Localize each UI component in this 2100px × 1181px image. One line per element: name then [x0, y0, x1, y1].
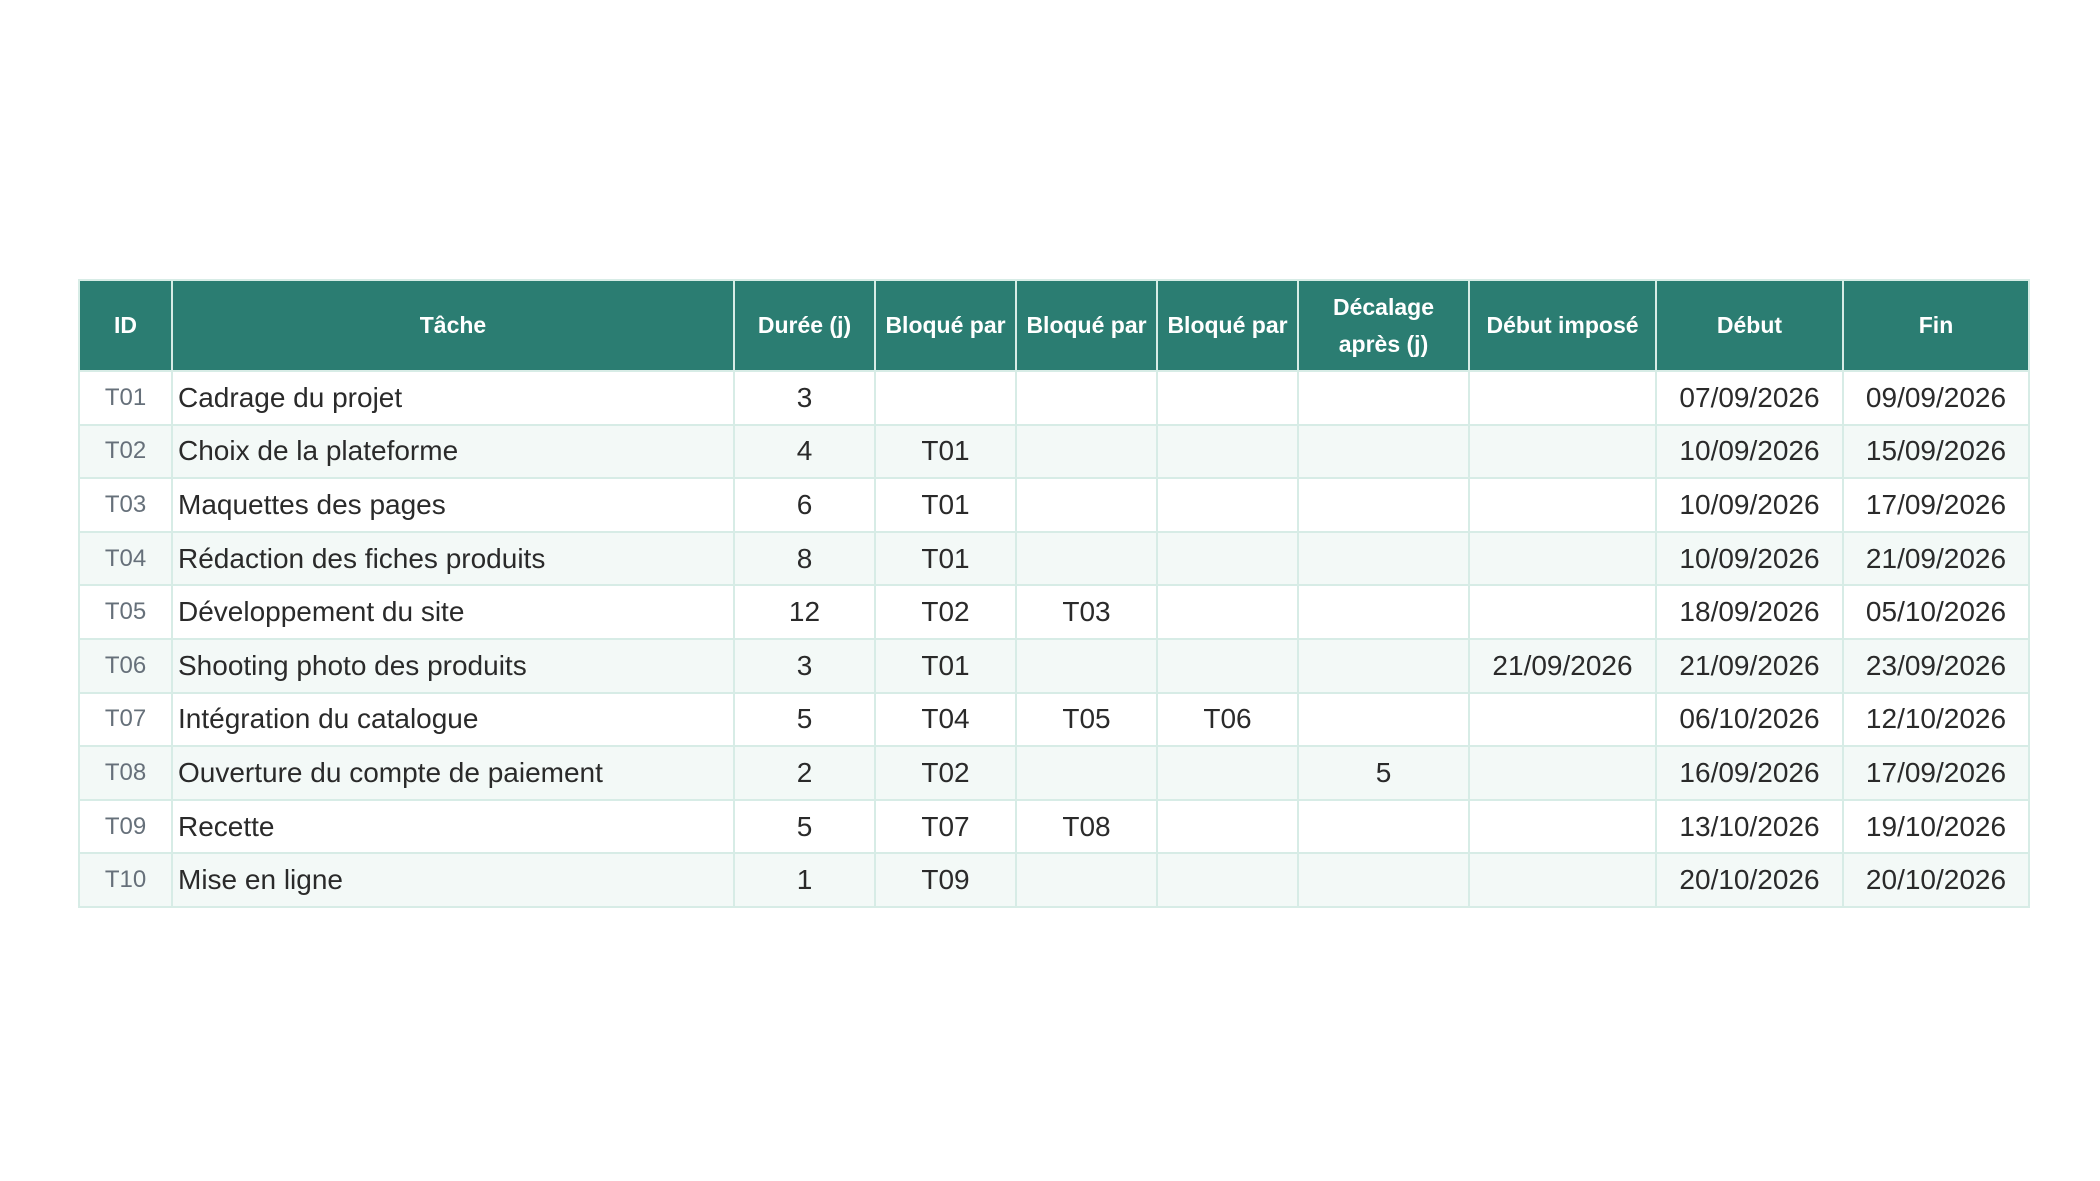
table-row: [79, 800, 2029, 854]
cell-offset: [1298, 853, 1469, 907]
cell-end: 05/10/2026: [1843, 585, 2029, 639]
cell-blocked-by-2: [1016, 371, 1157, 425]
cell-blocked-by-2: [1016, 853, 1157, 907]
cell-end: 19/10/2026: [1843, 800, 2029, 854]
cell-blocked-by-1: T09: [875, 853, 1016, 907]
cell-forced-start: [1469, 585, 1656, 639]
table-row: [79, 693, 2029, 747]
cell-start: 10/09/2026: [1656, 478, 1843, 532]
cell-blocked-by-2: [1016, 746, 1157, 800]
table-row: [79, 371, 2029, 425]
cell-offset: [1298, 478, 1469, 532]
cell-blocked-by-2: [1016, 425, 1157, 479]
cell-duration: 6: [734, 478, 875, 532]
cell-task: Recette: [172, 800, 734, 854]
table-header-row: [79, 280, 2029, 371]
cell-blocked-by-3: [1157, 371, 1298, 425]
cell-start: 13/10/2026: [1656, 800, 1843, 854]
header-offset: [1298, 280, 1469, 371]
cell-blocked-by-3: [1157, 532, 1298, 586]
cell-end: 23/09/2026: [1843, 639, 2029, 693]
cell-blocked-by-3: [1157, 800, 1298, 854]
cell-duration: 3: [734, 639, 875, 693]
cell-end: 17/09/2026: [1843, 478, 2029, 532]
cell-id: T09: [79, 800, 172, 854]
cell-task: Mise en ligne: [172, 853, 734, 907]
cell-duration: 8: [734, 532, 875, 586]
cell-task: Ouverture du compte de paiement: [172, 746, 734, 800]
cell-forced-start: [1469, 425, 1656, 479]
cell-blocked-by-3: [1157, 585, 1298, 639]
table-row: [79, 585, 2029, 639]
cell-blocked-by-3: [1157, 425, 1298, 479]
cell-start: 10/09/2026: [1656, 425, 1843, 479]
cell-start: 20/10/2026: [1656, 853, 1843, 907]
cell-blocked-by-2: T05: [1016, 693, 1157, 747]
header-offset-line2: après (j): [1338, 330, 1429, 357]
cell-id: T07: [79, 693, 172, 747]
cell-end: 20/10/2026: [1843, 853, 2029, 907]
header-task: Tâche: [172, 280, 734, 371]
cell-blocked-by-1: T01: [875, 532, 1016, 586]
cell-forced-start: [1469, 532, 1656, 586]
cell-id: T10: [79, 853, 172, 907]
cell-start: 07/09/2026: [1656, 371, 1843, 425]
cell-id: T04: [79, 532, 172, 586]
cell-blocked-by-3: [1157, 746, 1298, 800]
cell-duration: 5: [734, 800, 875, 854]
cell-blocked-by-1: T07: [875, 800, 1016, 854]
cell-forced-start: [1469, 478, 1656, 532]
cell-blocked-by-2: [1016, 639, 1157, 693]
cell-offset: [1298, 371, 1469, 425]
cell-blocked-by-1: T01: [875, 639, 1016, 693]
cell-end: 17/09/2026: [1843, 746, 2029, 800]
cell-forced-start: [1469, 693, 1656, 747]
cell-blocked-by-1: T04: [875, 693, 1016, 747]
cell-blocked-by-2: T03: [1016, 585, 1157, 639]
cell-forced-start: [1469, 371, 1656, 425]
cell-blocked-by-1: T02: [875, 585, 1016, 639]
cell-blocked-by-1: T02: [875, 746, 1016, 800]
cell-start: 06/10/2026: [1656, 693, 1843, 747]
cell-duration: 1: [734, 853, 875, 907]
cell-blocked-by-3: [1157, 853, 1298, 907]
cell-start: 18/09/2026: [1656, 585, 1843, 639]
header-forced-start: Début imposé: [1469, 280, 1656, 371]
header-end: Fin: [1843, 280, 2029, 371]
header-offset-line1: Décalage: [1332, 293, 1434, 320]
table-row: [79, 478, 2029, 532]
cell-duration: 12: [734, 585, 875, 639]
table-row: [79, 532, 2029, 586]
cell-blocked-by-3: [1157, 639, 1298, 693]
cell-duration: 5: [734, 693, 875, 747]
task-table: [78, 279, 2030, 908]
table-row: [79, 425, 2029, 479]
cell-task: Maquettes des pages: [172, 478, 734, 532]
cell-task: Développement du site: [172, 585, 734, 639]
cell-id: T06: [79, 639, 172, 693]
cell-end: 09/09/2026: [1843, 371, 2029, 425]
table-row: [79, 639, 2029, 693]
cell-offset: 5: [1298, 746, 1469, 800]
cell-offset: [1298, 693, 1469, 747]
cell-offset: [1298, 585, 1469, 639]
cell-blocked-by-3: T06: [1157, 693, 1298, 747]
header-id: ID: [79, 280, 172, 371]
cell-id: T05: [79, 585, 172, 639]
cell-task: Cadrage du projet: [172, 371, 734, 425]
cell-blocked-by-1: T01: [875, 478, 1016, 532]
cell-blocked-by-2: [1016, 478, 1157, 532]
cell-blocked-by-1: T01: [875, 425, 1016, 479]
cell-offset: [1298, 639, 1469, 693]
cell-offset: [1298, 425, 1469, 479]
cell-blocked-by-1: [875, 371, 1016, 425]
cell-blocked-by-3: [1157, 478, 1298, 532]
cell-id: T01: [79, 371, 172, 425]
cell-forced-start: [1469, 800, 1656, 854]
cell-id: T02: [79, 425, 172, 479]
cell-duration: 3: [734, 371, 875, 425]
cell-id: T08: [79, 746, 172, 800]
cell-id: T03: [79, 478, 172, 532]
header-duration: Durée (j): [734, 280, 875, 371]
cell-forced-start: [1469, 853, 1656, 907]
cell-duration: 2: [734, 746, 875, 800]
cell-offset: [1298, 800, 1469, 854]
cell-start: 10/09/2026: [1656, 532, 1843, 586]
cell-task: Rédaction des fiches produits: [172, 532, 734, 586]
header-blocked-by-1: Bloqué par: [875, 280, 1016, 371]
cell-task: Choix de la plateforme: [172, 425, 734, 479]
cell-blocked-by-2: [1016, 532, 1157, 586]
cell-start: 16/09/2026: [1656, 746, 1843, 800]
table-row: [79, 746, 2029, 800]
table-row: [79, 853, 2029, 907]
cell-task: Intégration du catalogue: [172, 693, 734, 747]
task-table-container: [78, 279, 2028, 908]
cell-start: 21/09/2026: [1656, 639, 1843, 693]
cell-forced-start: [1469, 746, 1656, 800]
cell-end: 12/10/2026: [1843, 693, 2029, 747]
cell-blocked-by-2: T08: [1016, 800, 1157, 854]
header-blocked-by-3: Bloqué par: [1157, 280, 1298, 371]
cell-end: 21/09/2026: [1843, 532, 2029, 586]
cell-end: 15/09/2026: [1843, 425, 2029, 479]
header-blocked-by-2: Bloqué par: [1016, 280, 1157, 371]
cell-task: Shooting photo des produits: [172, 639, 734, 693]
cell-duration: 4: [734, 425, 875, 479]
cell-offset: [1298, 532, 1469, 586]
header-start: Début: [1656, 280, 1843, 371]
cell-forced-start: 21/09/2026: [1469, 639, 1656, 693]
